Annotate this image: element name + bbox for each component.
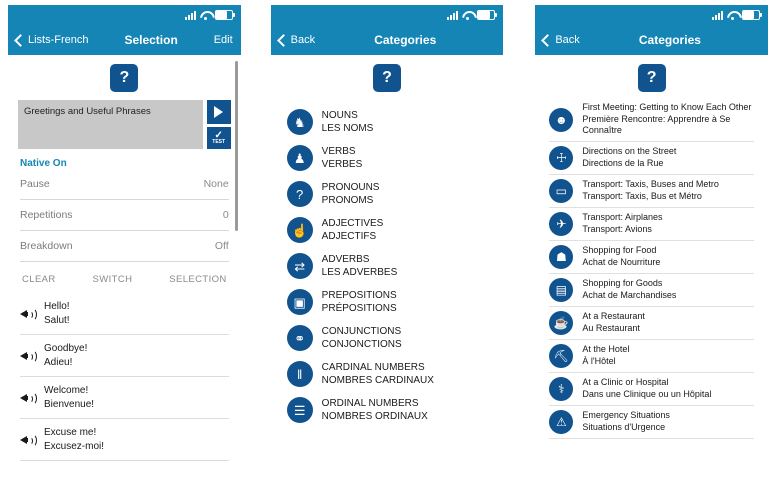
setting-label: Breakdown	[20, 240, 73, 252]
selection-field[interactable]: Greetings and Useful Phrases	[18, 100, 203, 149]
chevron-left-icon	[14, 34, 27, 47]
category-fr: À l'Hôtel	[582, 356, 616, 367]
help-button[interactable]: ?	[373, 64, 401, 92]
category-fr: Au Restaurant	[582, 323, 640, 334]
setting-row-pause[interactable]	[20, 169, 229, 200]
edit-button[interactable]: Edit	[213, 34, 233, 46]
selection-row	[18, 100, 231, 149]
category-en: First Meeting: Getting to Know Each Other	[582, 102, 752, 112]
phrase-en: Goodbye!	[44, 343, 88, 354]
category-fr: Achat de Marchandises	[582, 290, 677, 301]
restaurant-icon: ☕	[549, 311, 573, 335]
setting-label: Pause	[20, 178, 50, 190]
category-fr: ADJECTIFS	[321, 231, 377, 242]
category-en: At a Restaurant	[582, 311, 645, 322]
back-label: Back	[555, 34, 580, 46]
category-fr: LES ADVERBES	[321, 267, 398, 278]
status-bar	[271, 5, 504, 25]
phrase-fr: Adieu!	[44, 356, 73, 368]
category-en: PRONOUNS	[321, 182, 380, 193]
play-icon	[214, 106, 223, 118]
category-en: ORDINAL NUMBERS	[321, 398, 419, 409]
category-fr: Situations d'Urgence	[582, 422, 666, 433]
back-label: Back	[290, 34, 316, 46]
setting-label: Repetitions	[20, 209, 73, 221]
category-fr: Achat de Nourriture	[582, 257, 661, 268]
signal-icon	[447, 11, 458, 20]
category-fr: NOMBRES ORDINAUX	[321, 411, 428, 422]
list-item[interactable]	[287, 392, 488, 428]
category-fr: Transport: Avions	[582, 224, 652, 235]
list-item[interactable]	[549, 307, 754, 340]
list-item[interactable]	[549, 142, 754, 175]
phrase-en: Hello!	[44, 301, 70, 312]
back-button[interactable]	[16, 34, 89, 46]
phrase-list	[8, 293, 241, 461]
speaker-icon[interactable]	[20, 433, 36, 447]
nav-bar	[535, 25, 768, 55]
switch-button[interactable]: SWITCH	[92, 274, 133, 285]
category-en: PREPOSITIONS	[321, 290, 397, 301]
phone-screen-categories-grammar	[271, 5, 504, 488]
help-button[interactable]: ?	[110, 64, 138, 92]
page-title: Selection	[124, 33, 178, 47]
help-button-wrap	[535, 55, 768, 92]
tally-icon: ‖	[287, 361, 313, 387]
category-fr: NOMBRES CARDINAUX	[321, 375, 434, 386]
list-item[interactable]	[549, 241, 754, 274]
page-title: Categories	[638, 33, 701, 47]
test-button[interactable]	[207, 127, 231, 149]
speaker-icon[interactable]	[20, 391, 36, 405]
box-arrow-icon: ▣	[287, 289, 313, 315]
list-item[interactable]	[287, 104, 488, 140]
status-bar	[535, 5, 768, 25]
wifi-icon	[200, 11, 211, 20]
list-item[interactable]	[20, 293, 229, 335]
selection-buttons	[207, 100, 231, 149]
hand-icon: ☝	[287, 217, 313, 243]
list-item[interactable]	[287, 284, 488, 320]
setting-value: 0	[222, 209, 229, 221]
nav-bar	[8, 25, 241, 55]
category-en: NOUNS	[321, 110, 358, 121]
animals-icon: ♞	[287, 109, 313, 135]
stethoscope-icon: ⚕	[549, 377, 573, 401]
setting-value: Off	[214, 240, 229, 252]
category-en: VERBS	[321, 146, 356, 157]
wifi-icon	[727, 11, 738, 20]
list-item[interactable]	[549, 406, 754, 439]
battery-icon	[477, 10, 495, 20]
speaker-icon[interactable]	[20, 307, 36, 321]
action-buttons	[22, 274, 227, 285]
category-en: At a Clinic or Hospital	[582, 377, 669, 388]
play-button[interactable]	[207, 100, 231, 124]
signal-icon	[185, 11, 196, 20]
native-toggle-label[interactable]: Native On	[20, 158, 67, 169]
list-item[interactable]	[287, 320, 488, 356]
list-item[interactable]	[549, 98, 754, 142]
link-icon: ⚭	[287, 325, 313, 351]
people-icon: ♟	[287, 145, 313, 171]
category-fr: VERBES	[321, 159, 363, 170]
help-button[interactable]: ?	[638, 64, 666, 92]
list-item[interactable]	[549, 274, 754, 307]
setting-row-repetitions[interactable]	[20, 200, 229, 231]
battery-icon	[742, 10, 760, 20]
list-item[interactable]	[549, 175, 754, 208]
category-fr: CONJONCTIONS	[321, 339, 402, 350]
clear-button[interactable]: CLEAR	[22, 274, 56, 285]
page-title: Categories	[374, 33, 437, 47]
phone-screen-selection	[8, 5, 241, 488]
status-bar	[8, 5, 241, 25]
category-fr: Dans une Clinique ou un Hôpital	[582, 389, 712, 400]
help-button-wrap	[271, 55, 504, 92]
selection-button[interactable]: SELECTION	[169, 274, 227, 285]
test-label: TEST	[212, 138, 226, 145]
list-item[interactable]	[287, 248, 488, 284]
chevron-left-icon	[541, 34, 554, 47]
ranking-icon: ☰	[287, 397, 313, 423]
signal-icon	[712, 11, 723, 20]
nav-bar	[271, 25, 504, 55]
phrase-en: Welcome!	[44, 385, 89, 396]
question-marks-icon: ?	[287, 181, 313, 207]
back-button[interactable]	[543, 34, 579, 46]
category-en: Emergency Situations	[582, 410, 670, 421]
panel1-body	[8, 55, 241, 460]
signpost-icon: ☩	[549, 146, 573, 170]
list-item[interactable]	[287, 356, 488, 392]
emergency-icon: ⚠	[549, 410, 573, 434]
category-fr: Première Rencontre: Apprendre à Se Connaître	[582, 113, 731, 136]
scrollbar[interactable]	[235, 61, 238, 231]
category-en: Directions on the Street	[582, 146, 677, 157]
arrows-icon: ⇄	[287, 253, 313, 279]
back-label: Lists-French	[28, 34, 89, 46]
phrase-fr: Bienvenue!	[44, 398, 95, 410]
wifi-icon	[462, 11, 473, 20]
chevron-left-icon	[277, 34, 290, 47]
category-en: Transport: Airplanes	[582, 212, 663, 223]
category-en: ADJECTIVES	[321, 218, 384, 229]
category-list	[535, 98, 768, 439]
category-en: Shopping for Food	[582, 245, 657, 256]
shopping-bag-icon: ▤	[549, 278, 573, 302]
list-item[interactable]	[20, 377, 229, 419]
category-en: ADVERBS	[321, 254, 370, 265]
check-icon: ✓	[214, 129, 223, 141]
list-item[interactable]	[549, 373, 754, 406]
speaker-icon[interactable]	[20, 349, 36, 363]
phrase-fr: Excusez-moi!	[44, 440, 105, 452]
bus-icon: ▭	[549, 179, 573, 203]
category-en: CONJUNCTIONS	[321, 326, 402, 337]
airplane-icon: ✈	[549, 212, 573, 236]
category-fr: PRONOMS	[321, 195, 374, 206]
phrase-en: Excuse me!	[44, 427, 97, 438]
setting-value: None	[203, 178, 229, 190]
category-fr: Transport: Taxis, Bus et Métro	[582, 191, 702, 202]
groceries-icon: ☗	[549, 245, 573, 269]
category-fr: Directions de la Rue	[582, 158, 664, 169]
category-en: Shopping for Goods	[582, 278, 663, 289]
phone-screen-categories-topics	[535, 5, 768, 488]
list-item[interactable]	[20, 335, 229, 377]
category-fr: LES NOMS	[321, 123, 374, 134]
phrase-fr: Salut!	[44, 314, 70, 326]
list-item[interactable]	[20, 419, 229, 461]
handshake-icon: ☻	[549, 108, 573, 132]
list-item[interactable]	[549, 208, 754, 241]
battery-icon	[215, 10, 233, 20]
list-item[interactable]	[287, 140, 488, 176]
list-item[interactable]	[287, 176, 488, 212]
hotel-bed-icon: ⛏	[549, 344, 573, 368]
list-item[interactable]	[287, 212, 488, 248]
back-button[interactable]	[279, 34, 315, 46]
category-fr: PRÉPOSITIONS	[321, 303, 397, 314]
category-en: At the Hotel	[582, 344, 630, 355]
category-en: CARDINAL NUMBERS	[321, 362, 425, 373]
category-list	[271, 104, 504, 428]
category-en: Transport: Taxis, Buses and Metro	[582, 179, 719, 190]
help-button-wrap	[8, 55, 241, 92]
list-item[interactable]	[549, 340, 754, 373]
setting-row-breakdown[interactable]	[20, 231, 229, 262]
